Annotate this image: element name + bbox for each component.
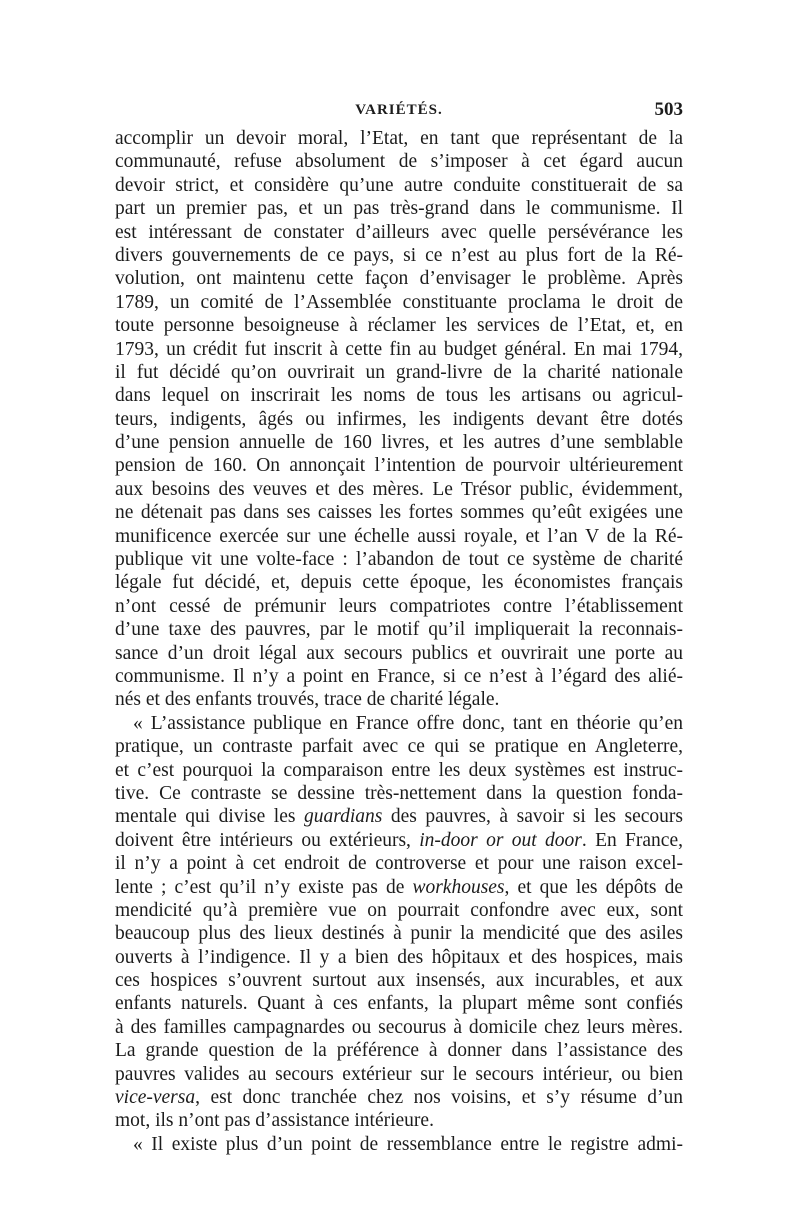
text-line: devoir strict, et considère qu’une autre conduite constituerait de sa <box>115 174 683 196</box>
text-line: volution, ont maintenu cette façon d’envisager le problème. Après <box>115 268 683 290</box>
text-line: sance d’un droit légal aux secours publics et ouvrirait une porte au <box>115 642 683 664</box>
text-line: doivent être intérieurs ou extérieurs, in-door or out door. En France, <box>115 829 683 851</box>
body-text <box>115 127 683 1156</box>
text-line: il n’y a point à cet endroit de controverse et pour une raison excel- <box>115 853 683 875</box>
text-line: enfants naturels. Quant à ces enfants, la plupart même sont confiés <box>115 993 683 1015</box>
text-line: à des familles campagnardes ou secourus à domicile chez leurs mères. <box>115 1016 683 1038</box>
text-line: publique vit une volte-face : l’abandon de tout ce système de charité <box>115 549 683 571</box>
text-line: mot, ils n’ont pas d’assistance intérieure. <box>115 1110 434 1132</box>
text-line: mentale qui divise les guardians des pauvres, à savoir si les secours <box>115 806 683 828</box>
text-line: aux besoins des veuves et des mères. Le Trésor public, évidemment, <box>115 478 683 500</box>
running-head <box>115 97 683 123</box>
text-line: part un premier pas, et un pas très-grand dans le communisme. Il <box>115 198 683 220</box>
text-line: communisme. Il n’y a point en France, si ce n’est à l’égard des alié- <box>115 665 683 687</box>
text-line: est intéressant de constater d’ailleurs avec quelle persévérance les <box>115 221 683 243</box>
text-line: accomplir un devoir moral, l’Etat, en tant que représentant de la <box>115 128 683 149</box>
text-line: pauvres valides au secours extérieur sur le secours intérieur, ou bien <box>115 1063 683 1085</box>
text-line: n’ont cessé de prémunir leurs compatriotes contre l’établissement <box>115 595 683 617</box>
text-line: 1793, un crédit fut inscrit à cette fin au budget général. En mai 1794, <box>115 338 683 360</box>
text-line: toute personne besoigneuse à réclamer les services de l’Etat, et, en <box>115 315 683 337</box>
text-line: ouverts à l’indigence. Il y a bien des hôpitaux et des hospices, mais <box>115 946 683 968</box>
text-line: La grande question de la préférence à donner dans l’assistance des <box>115 1040 683 1062</box>
text-line: pension de 160. On annonçait l’intention de pourvoir ultérieurement <box>115 455 683 477</box>
text-line: mendicité qu’à première vue on pourrait confondre avec eux, sont <box>115 899 683 921</box>
text-line: « L’assistance publique en France offre donc, tant en théorie qu’en <box>133 712 683 734</box>
running-title: VARIÉTÉS. <box>355 102 443 118</box>
text-line: lente ; c’est qu’il n’y existe pas de workhouses, et que les dépôts de <box>115 876 683 898</box>
text-line: ces hospices s’ouvrent surtout aux insensés, aux incurables, et aux <box>115 970 683 992</box>
text-line: pratique, un contraste parfait avec ce qui se pratique en Angleterre, <box>115 736 683 758</box>
page-number: 503 <box>654 99 683 120</box>
text-line: « Il existe plus d’un point de ressemblance entre le registre admi- <box>133 1133 683 1155</box>
text-line: ne détenait pas dans ses caisses les fortes sommes qu’eût exigées une <box>115 502 683 524</box>
text-line: d’une pension annuelle de 160 livres, et les autres d’une semblable <box>115 432 683 454</box>
text-line: teurs, indigents, âgés ou infirmes, les indigents devant être dotés <box>115 408 683 430</box>
text-line: communauté, refuse absolument de s’imposer à cet égard aucun <box>115 151 683 173</box>
text-line: vice-versa, est donc tranchée chez nos voisins, et s’y résume d’un <box>115 1087 683 1109</box>
text-line: divers gouvernements de ce pays, si ce n’est au plus fort de la Ré- <box>115 244 683 266</box>
text-line: dans lequel on inscrirait les noms de tous les artisans ou agricul- <box>115 385 683 407</box>
text-line: munificence exercée sur une échelle aussi royale, et l’an V de la Ré- <box>115 525 683 547</box>
text-line: et c’est pourquoi la comparaison entre les deux systèmes est instruc- <box>115 759 683 781</box>
text-line: beaucoup plus des lieux destinés à punir la mendicité que des asiles <box>115 923 683 945</box>
text-line: nés et des enfants trouvés, trace de charité légale. <box>115 689 500 711</box>
text-line: 1789, un comité de l’Assemblée constituante proclama le droit de <box>115 291 683 313</box>
text-line: légale fut décidé, et, depuis cette époque, les économistes français <box>115 572 683 594</box>
text-line: d’une taxe des pauvres, par le motif qu’il impliquerait la reconnais- <box>115 619 683 641</box>
text-line: il fut décidé qu’on ouvrirait un grand-livre de la charité nationale <box>115 361 683 383</box>
text-line: tive. Ce contraste se dessine très-nettement dans la question fonda- <box>115 782 683 804</box>
